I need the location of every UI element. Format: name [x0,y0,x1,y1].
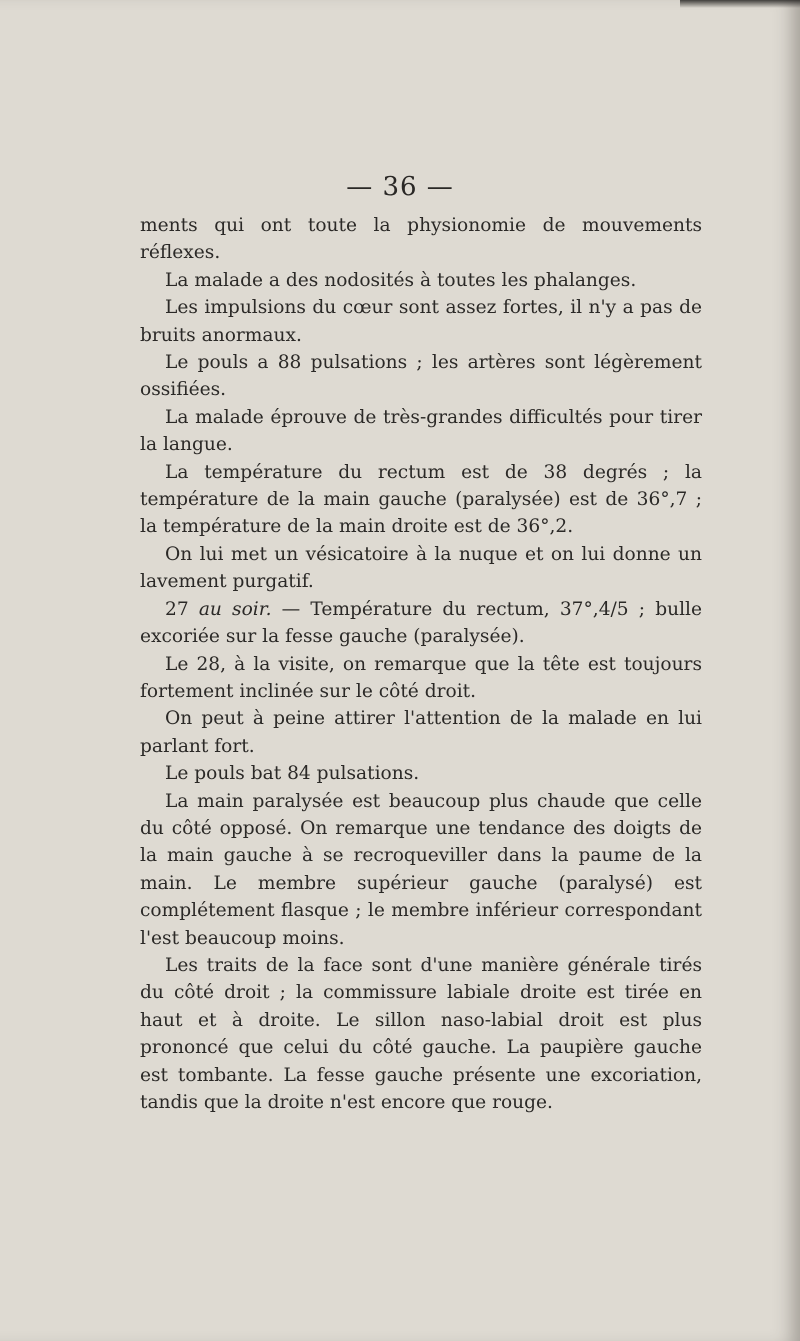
paragraph: La main paralysée est beaucoup plus chaude que celle du côté opposé. On remarque une tendance des doigts de la main gauche à se recroqueviller dans la paume de la main. Le membre supérieur gauche (paralysé) est complétement flasque ; le membre inférieur correspondant l'est beaucoup moins. [140,790,702,949]
paragraph: La malade a des nodosités à toutes les phalanges. [165,269,637,291]
paragraph-text: — Température du rectum, 37°,4/5 ; bulle excoriée sur la fesse gauche (paralysée). [140,598,702,648]
paragraph-dated [140,596,702,651]
paragraph: On peut à peine attirer l'attention de la malade en lui parlant fort. [140,708,702,757]
paragraph: Le 28, à la visite, on remarque que la tête est toujours fortement inclinée sur le côté droit. [140,653,702,702]
time-of-day: au soir. [198,598,272,620]
paragraph: Le pouls bat 84 pulsations. [165,763,420,785]
date: 27 [165,598,189,620]
paragraph: ments qui ont toute la physionomie de mouvements réflexes. [140,215,702,264]
page-number: — 36 — [346,172,454,202]
paragraph: Les impulsions du cœur sont assez fortes, il n'y a pas de bruits anormaux. [140,297,702,346]
paragraph: On lui met un vésicatoire à la nuque et on lui donne un lavement purgatif. [140,543,702,593]
paragraph: Le pouls a 88 pulsations ; les artères sont légèrement ossifiées. [140,352,702,401]
paragraph: La malade éprouve de très-grandes difficultés pour tirer la langue. [140,406,702,456]
paragraph: Les traits de la face sont d'une manière générale tirés du côté droit ; la commissure labiale droite est tirée en haut et à droite. Le sillon naso-labial droit est plus prononcé que celui du côté gauche. La paupière gauche est tombante. La fesse gauche présente une excoriation, tandis que la droite n'est encore que rouge. [140,954,702,1113]
page-edge-shadow [680,0,800,8]
paragraph: La température du rectum est de 38 degrés ; la température de la main gauche (paralysée) est de 36°,7 ; la température de la main droite est de 36°,2. [140,461,702,538]
body-text [140,212,702,1116]
